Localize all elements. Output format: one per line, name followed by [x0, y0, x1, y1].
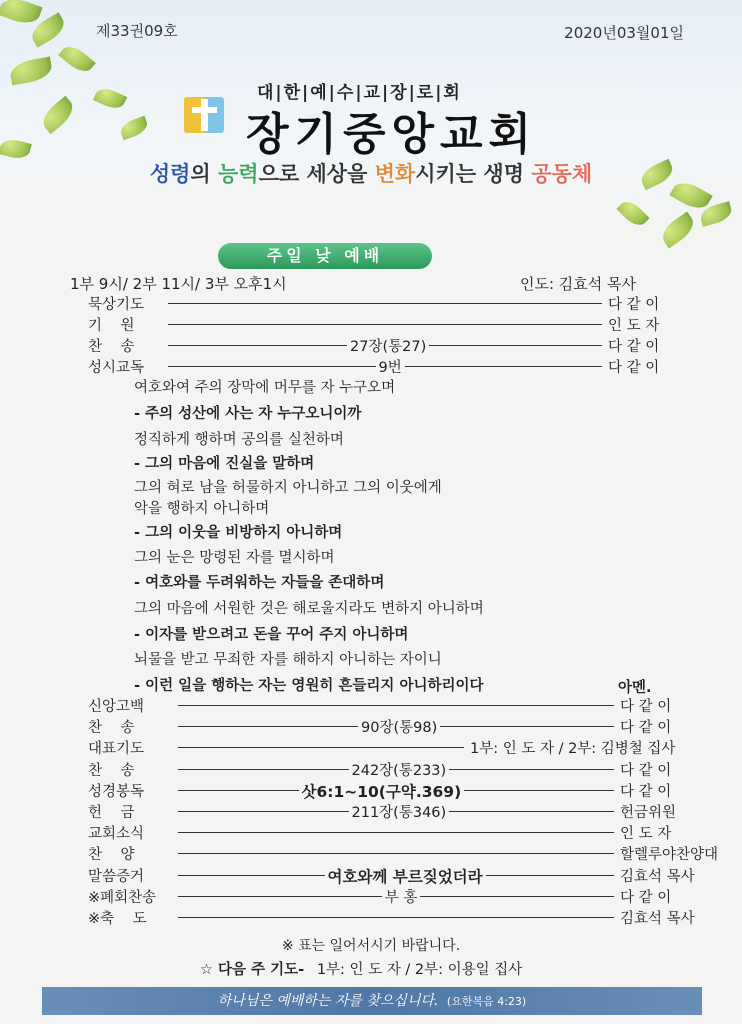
denomination-name: 대|한|예|수|교|장|로|회 [257, 83, 462, 103]
motto-segment: 으로 세상을 [258, 162, 375, 186]
reading-leader-line: 그의 혀로 남을 허물하지 아니하고 그의 이웃에게 [134, 480, 442, 496]
footer-verse-banner [42, 987, 702, 1015]
next-week-label: ☆ 다음 주 기도- [200, 962, 305, 978]
order-item-responsible: 김효석 목사 [620, 868, 695, 885]
order-item-label: 기 원 [88, 318, 135, 334]
order-item-label: 말씀증거 [88, 868, 145, 885]
order-row [88, 801, 722, 821]
order-row [88, 865, 722, 885]
issue-number: 제33권09호 [96, 22, 178, 40]
reading-leader-line: 그의 눈은 망령된 자를 멸시하며 [134, 550, 335, 566]
order-item-label: 찬 양 [88, 847, 135, 864]
leader-line [178, 705, 614, 706]
next-week-text: 1부: 인 도 자 / 2부: 이용일 집사 [316, 962, 523, 978]
order-item-detail: 삿6:1~10(구약.369) [299, 780, 465, 802]
order-row [88, 737, 722, 757]
order-item-responsible: 다 같 이 [620, 699, 672, 715]
reading-leader-line: 악을 행하지 아니하며 [134, 501, 270, 517]
order-item-label: 헌 금 [88, 805, 135, 821]
order-item-responsible: 1부: 인 도 자 / 2부: 김병철 집사 [470, 741, 676, 758]
service-title-banner: 주일 낮 예배 [218, 243, 432, 269]
order-item-responsible: 인 도 자 [620, 826, 672, 843]
service-leader: 인도: 김효석 목사 [520, 275, 637, 293]
order-item-detail: 27장(통27) [347, 335, 429, 356]
order-row [88, 356, 722, 376]
service-times: 1부 9시/ 2부 11시/ 3부 오후1시 [70, 275, 287, 293]
order-item-label: ※축 도 [88, 911, 147, 927]
reading-leader-line: 그의 마음에 서원한 것은 해로울지라도 변하지 아니하며 [134, 601, 484, 617]
leader-line [178, 917, 614, 918]
leader-line [168, 324, 602, 325]
standing-note: ※ 표는 일어서시기 바랍니다. [281, 938, 461, 954]
leader-line [178, 853, 614, 854]
order-item-label: 교회소식 [88, 826, 145, 843]
order-item-label: ※폐회찬송 [88, 889, 157, 906]
reading-leader-line: 뇌물을 받고 무죄한 자를 해하지 아니하는 자이니 [134, 652, 442, 668]
order-item-responsible: 다 같 이 [620, 783, 672, 800]
footer-verse: 하나님은 예배하는 자를 찾으십니다. [217, 993, 439, 1009]
order-item-label: 찬 송 [88, 339, 135, 355]
order-item-responsible: 할렐루야찬양대 [620, 847, 719, 864]
order-row [88, 822, 722, 842]
reading-response-line: - 이자를 받으려고 돈을 꾸어 주지 아니하며 [134, 627, 409, 643]
reading-response-line: - 여호와를 두려워하는 자들을 존대하며 [134, 575, 385, 591]
order-row [88, 780, 722, 800]
order-item-label: 찬 송 [88, 762, 135, 779]
order-item-label: 신앙고백 [88, 699, 145, 715]
order-item-label: 묵상기도 [88, 297, 145, 313]
order-item-detail: 242장(통233) [349, 759, 450, 780]
order-item-detail: 부 홍 [382, 886, 421, 907]
order-item-responsible: 다 같 이 [620, 720, 672, 737]
leader-line [168, 303, 602, 304]
order-row [88, 759, 722, 779]
order-item-responsible: 다 같 이 [608, 339, 660, 355]
order-row [88, 695, 722, 715]
reading-response-line: - 이런 일을 행하는 자는 영원히 흔들리지 아니하리이다 [134, 678, 484, 694]
order-item-label: 대표기도 [88, 741, 145, 758]
order-item-label: 성경봉독 [88, 783, 145, 800]
leader-line [178, 747, 464, 748]
motto-segment: 능력 [218, 162, 259, 186]
motto-segment: 성령 [149, 162, 191, 186]
cross-logo-icon [181, 89, 227, 135]
order-item-responsible: 헌금위원 [620, 805, 677, 821]
motto-segment: 의 [190, 162, 219, 186]
reading-leader-line: 여호와여 주의 장막에 머무를 자 누구오며 [134, 380, 396, 396]
order-item-label: 성시교독 [88, 360, 145, 376]
amen-text: 아멘. [618, 680, 652, 696]
order-row [88, 716, 722, 736]
church-motto [0, 158, 742, 188]
footer-reference: (요한복음 4:23) [446, 995, 527, 1008]
motto-segment: 공동체 [531, 162, 593, 186]
order-item-responsible: 김효석 목사 [620, 911, 695, 927]
order-item-detail: 9번 [376, 356, 405, 377]
order-item-detail: 여호와께 부르짖었더라 [325, 865, 486, 887]
order-item-label: 찬 송 [88, 720, 135, 737]
reading-response-line: - 그의 마음에 진실을 말하며 [134, 456, 315, 472]
order-item-responsible: 인 도 자 [608, 318, 660, 334]
order-item-responsible: 다 같 이 [620, 889, 672, 906]
order-row [88, 314, 722, 334]
church-name: 장기중앙교회 [246, 109, 538, 160]
reading-response-line: - 주의 성산에 사는 자 누구오니이까 [134, 406, 362, 422]
reading-leader-line: 정직하게 행하며 공의를 실천하며 [134, 432, 344, 448]
order-row [88, 907, 722, 927]
order-item-responsible: 다 같 이 [620, 762, 672, 779]
order-row [88, 886, 722, 906]
reading-response-line: - 그의 이웃을 비방하지 아니하며 [134, 525, 343, 541]
bulletin-date: 2020년03월01일 [564, 24, 684, 42]
next-week-prayer [200, 958, 522, 979]
order-item-detail: 211장(통346) [349, 801, 450, 822]
motto-segment: 변화 [374, 162, 416, 186]
order-row [88, 293, 722, 313]
order-item-responsible: 다 같 이 [608, 297, 660, 313]
leader-line [178, 832, 614, 833]
motto-segment: 시키는 생명 [415, 162, 532, 186]
order-item-detail: 90장(통98) [358, 716, 440, 737]
order-row [88, 335, 722, 355]
order-row [88, 843, 722, 863]
order-item-responsible: 다 같 이 [608, 360, 660, 376]
